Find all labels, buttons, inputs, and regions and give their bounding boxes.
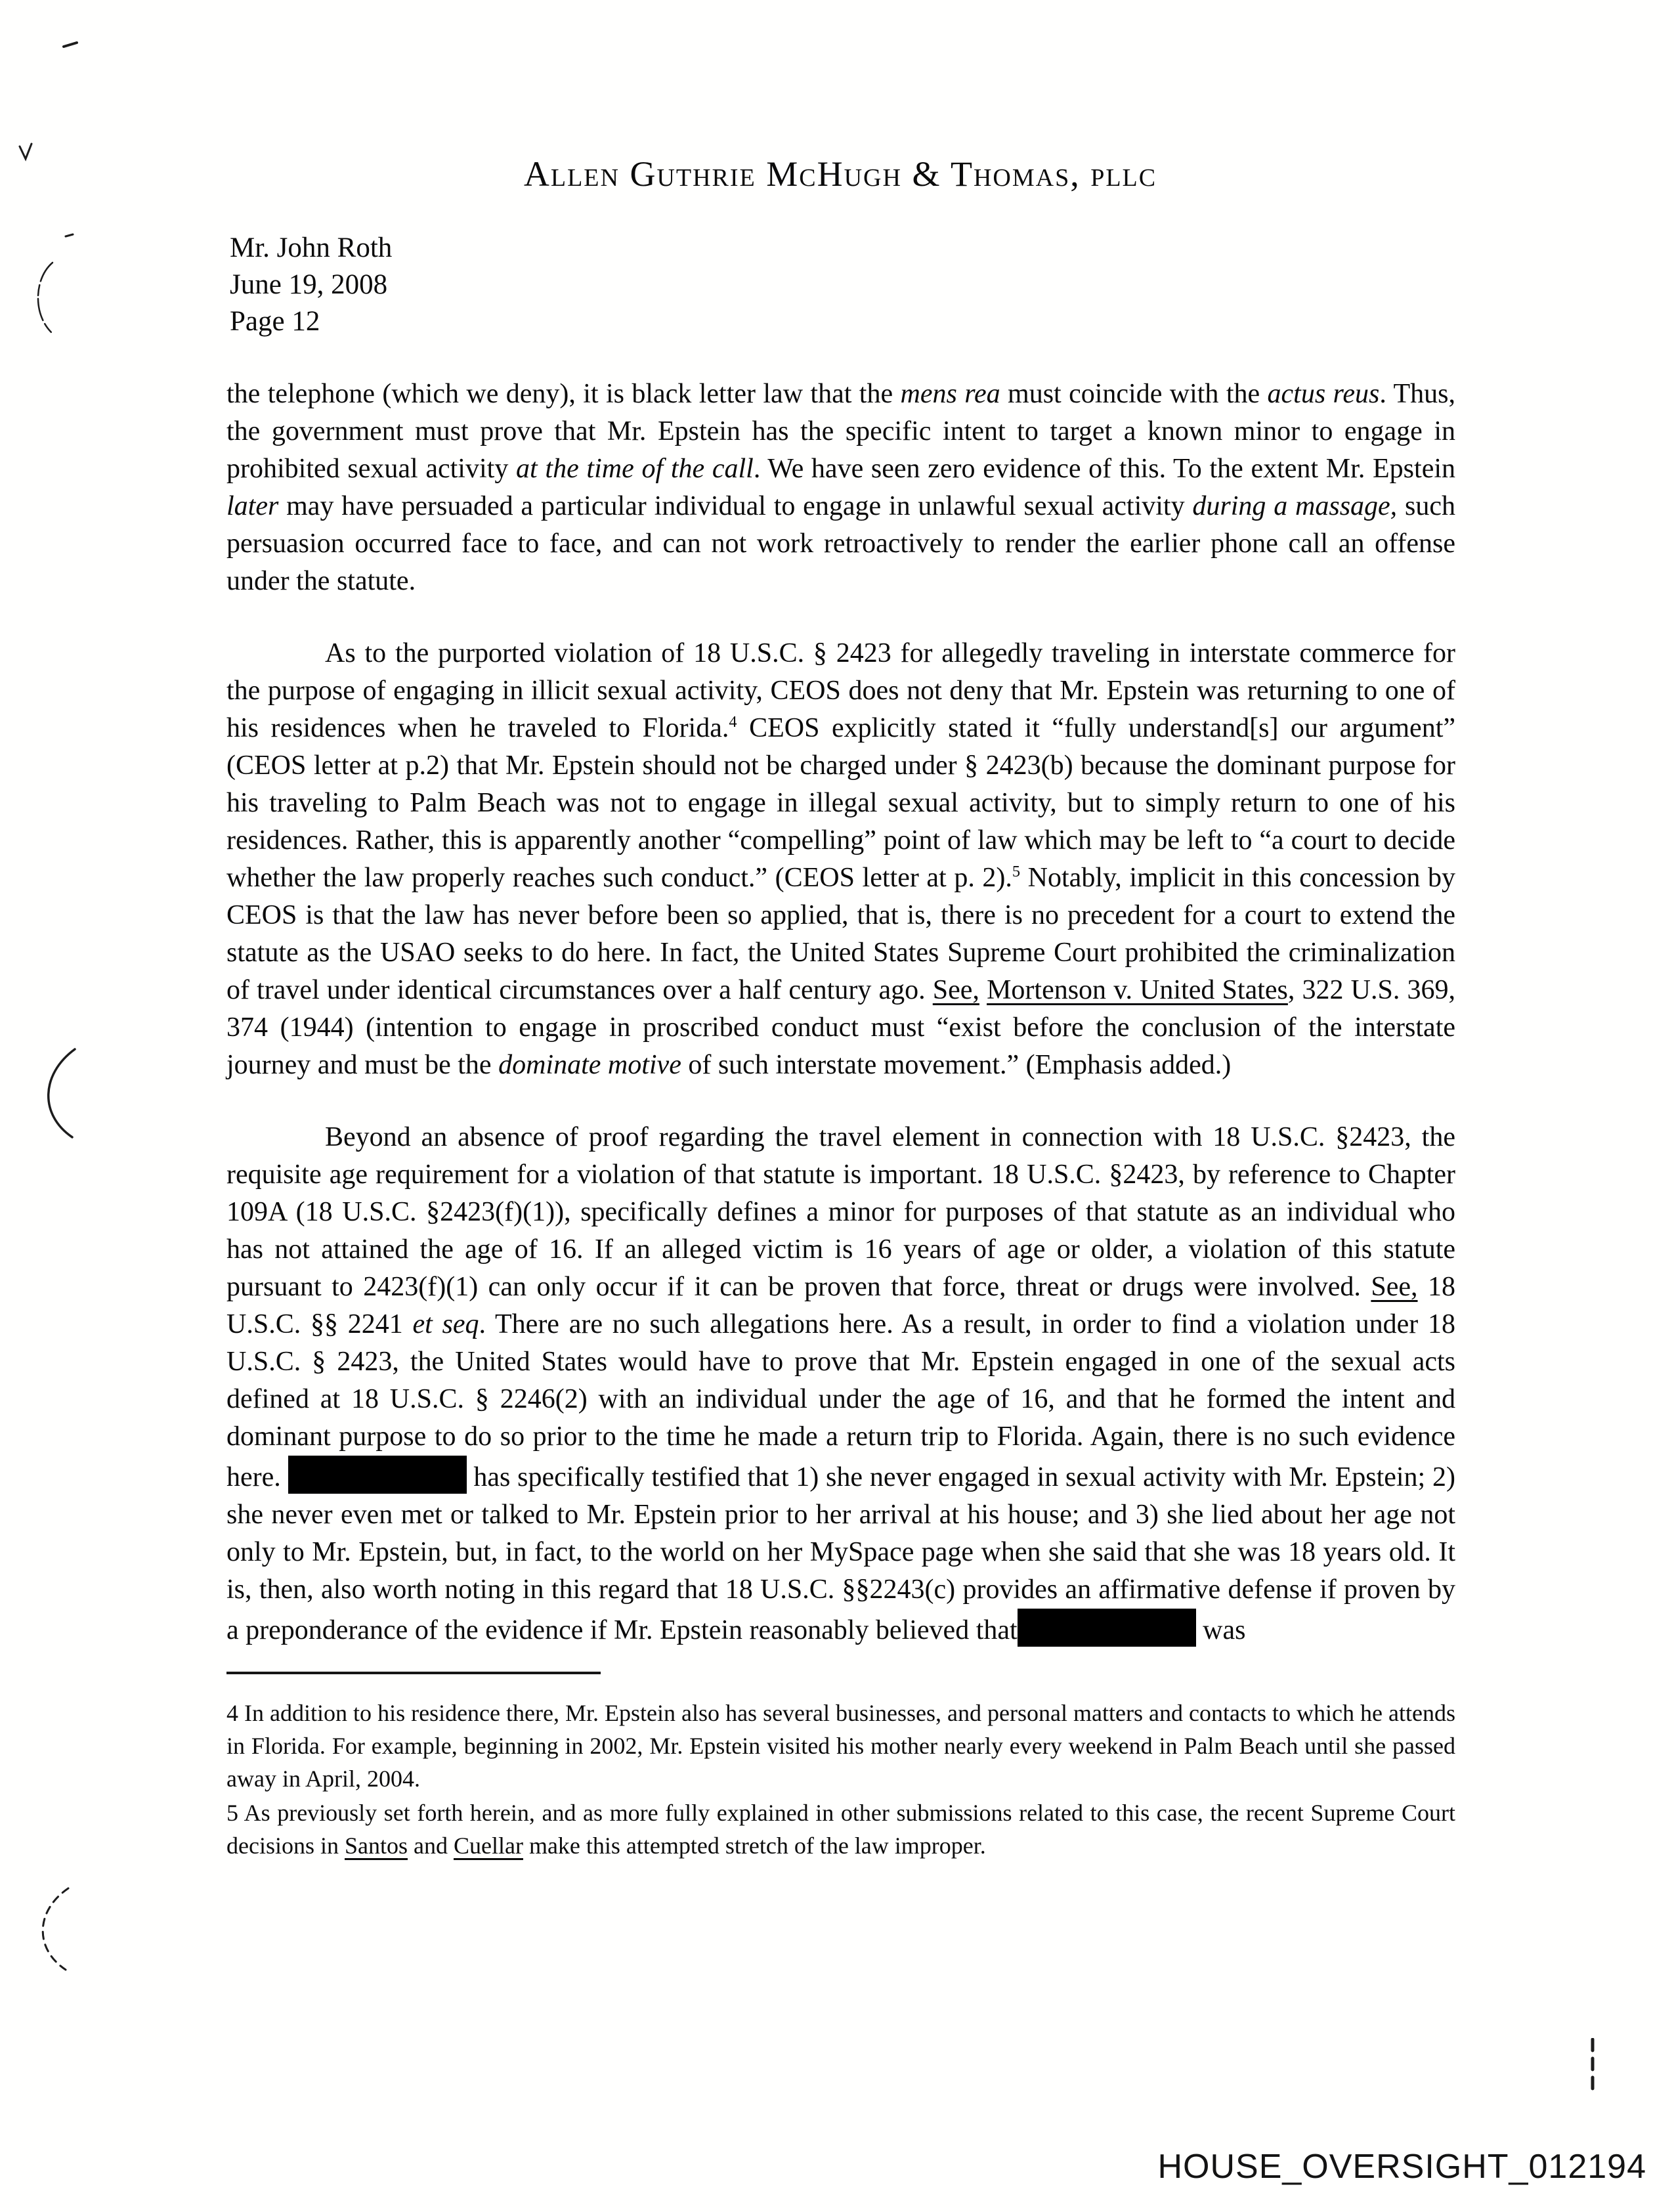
- letter-body: [226, 376, 1455, 1862]
- footnote-separator: [226, 1672, 601, 1674]
- redaction-box: [288, 1456, 467, 1494]
- scan-mark-paren-top: [28, 260, 56, 335]
- footnote-4: 4 In addition to his residence there, Mr. Epstein also has several businesses, and personal matters and contacts to which he attends in Florida. For example, beginning in 2002, Mr. Epstein visited his mother nearly every weekend in Palm Beach until she passed away in April, 2004.: [226, 1700, 1455, 1792]
- footnote-5: 5 As previously set forth herein, and as more fully explained in other submissions related to this case, the recent Supreme Court decisions in Santos and Cuellar make this attempted stretch of the law improper.: [226, 1800, 1455, 1859]
- letter-date: June 19, 2008: [230, 269, 388, 300]
- scan-mark-tick: [62, 39, 80, 50]
- scan-mark-vertical-line: [1589, 2038, 1597, 2094]
- scan-mark-paren-bottom: [29, 1886, 72, 1972]
- footnote-section: [226, 1672, 1455, 1862]
- paragraph-2: As to the purported violation of 18 U.S.C. § 2423 for allegedly traveling in interstate commerce for the purpose of engaging in illicit sexual activity, CEOS does not deny that Mr. Epstein was returning to one of his residences when he traveled to Florida.$^4$ CEOS explicitly stated it “fully understand[s] our argument” (CEOS letter at p.2) that Mr. Epstein should not be charged under § 2423(b) because the dominant purpose for his traveling to Palm Beach was not to engage in illegal sexual activity, but to simply return to one of his residences. Rather, this is apparently another “compelling” point of law which may be left to “a court to decide whether the law properly reaches such conduct.” (CEOS letter at p. 2).$^5$ Notably, implicit in this concession by CEOS is that the law has never before been so applied, that is, there is no precedent for a court to extend the statute as the USAO seeks to do here. In fact, the United States Supreme Court prohibited the criminalization of travel under identical circumstances over a half century ago. See, Mortenson v. United States, 322 U.S. 369, 374 (1944) (intention to engage in proscribed conduct must “exist before the conclusion of the interstate journey and must be the dominate motive of such interstate movement.” (Emphasis added.): [226, 638, 1456, 1080]
- law-firm-name: Allen Guthrie McHugh & Thomas, pllc: [523, 154, 1157, 194]
- recipient-name: Mr. John Roth: [230, 232, 393, 263]
- scan-mark-dash: [64, 232, 75, 239]
- page-number: Page 12: [230, 306, 320, 337]
- scan-mark-paren-middle: [33, 1047, 80, 1140]
- redaction-box: [1018, 1609, 1196, 1647]
- paragraph-3: Beyond an absence of proof regarding the travel element in connection with 18 U.S.C. §2423, the requisite age requirement for a violation of that statute is important. 18 U.S.C. §2423, by reference to Chapter 109A (18 U.S.C. §2423(f)(1)), specifically defines a minor for purposes of that statute as an individual who has not attained the age of 16. If an alleged victim is 16 years of age or older, a violation of this statute pursuant to 2423(f)(1) can only occur if it can be proven that force, threat or drugs were involved. See, 18 U.S.C. §§ 2241 et seq. There are no such allegations here. As a result, in order to find a violation under 18 U.S.C. § 2423, the United States would have to prove that Mr. Epstein engaged in one of the sexual acts defined at 18 U.S.C. § 2246(2) with an individual under the age of 16, and that he formed the intent and dominant purpose to do so prior to the time he made a return trip to Florida. Again, there is no such evidence here. has specifically testified that 1) she never engaged in sexual activity with Mr. Epstein; 2) she never even met or talked to Mr. Epstein prior to her arrival at his house; and 3) she lied about her age not only to Mr. Epstein, but, in fact, to the world on her MySpace page when she said that she was 18 years old. It is, then, also worth noting in this regard that 18 U.S.C. §§2243(c) provides an affirmative defense if proven by a preponderance of the evidence if Mr. Epstein reasonably believed that was: [226, 1122, 1456, 1645]
- paragraph-1: the telephone (which we deny), it is black letter law that the mens rea must coincide with the actus reus. Thus, the government must prove that Mr. Epstein has the specific intent to target a known minor to engage in prohibited sexual activity at the time of the call. We have seen zero evidence of this. To the extent Mr. Epstein later may have persuaded a particular individual to engage in unlawful sexual activity during a massage, such persuasion occurred face to face, and can not work retroactively to render the earlier phone call an offense under the statute.: [226, 379, 1456, 596]
- address-block: [230, 230, 392, 340]
- scan-mark-v: [17, 142, 35, 163]
- bates-number: HOUSE_OVERSIGHT_012194: [1157, 2148, 1646, 2186]
